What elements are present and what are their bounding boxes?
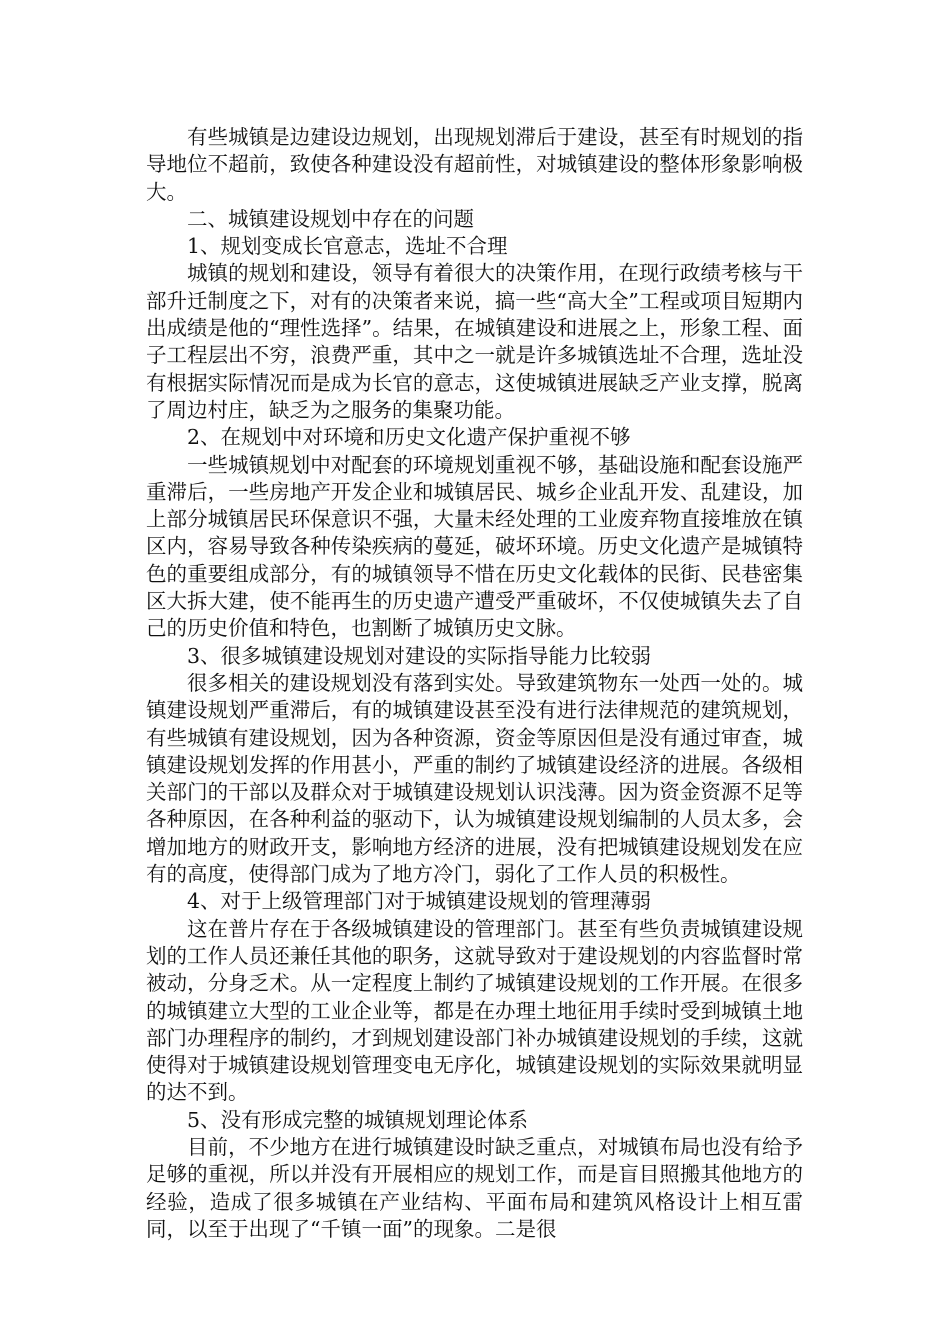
subsection-heading-4: 4、对于上级管理部门对于城镇建设规划的管理薄弱 — [187, 889, 652, 914]
subsection-heading-5: 5、没有形成完整的城镇规划理论体系 — [187, 1107, 529, 1132]
section-heading: 二、城镇建设规划中存在的问题 — [187, 206, 474, 231]
body-paragraph: 城镇的规划和建设，领导有着很大的决策作用，在现行政绩考核与干部升迁制度之下，对有的决策者来说，搞一些“高大全”工程或项目短期内出成绩是他的“理性选择”。结果，在城镇建设和进展之上，形象工程、面子工程层出不穷，浪费严重，其中之一就是许多城镇选址不合理，选址没有根据实际情况而是成为长官的意志，这使城镇进展缺乏产业支撑，脱离了周边村庄，缺乏为之服务的集聚功能。 — [146, 261, 803, 422]
subsection-heading-2: 2、在规划中对环境和历史文化遗产保护重视不够 — [187, 425, 631, 450]
subsection-heading-1: 1、规划变成长官意志，选址不合理 — [187, 234, 508, 259]
body-paragraph: 这在普片存在于各级城镇建设的管理部门。甚至有些负责城镇建设规划的工作人员还兼任其他的职务，这就导致对于建设规划的内容监督时常被动，分身乏术。从一定程度上制约了城镇建设规划的工作开展。在很多的城镇建立大型的工业企业等，都是在办理土地征用手续时受到城镇土地部门办理程序的制约，才到规划建设部门补办城镇建设规划的手续，这就使得对于城镇建设规划管理变电无序化，城镇建设规划的实际效果就明显的达不到。 — [146, 916, 803, 1105]
body-paragraph: 有些城镇是边建设边规划，出现规划滞后于建设，甚至有时规划的指导地位不超前，致使各种建设没有超前性，对城镇建设的整体形象影响极大。 — [146, 125, 803, 204]
body-paragraph: 很多相关的建设规划没有落到实处。导致建筑物东一处西一处的。城镇建设规划严重滞后，有的城镇建设甚至没有进行法律规范的建筑规划，有些城镇有建设规划，因为各种资源，资金等原因但是没有通过审查，城镇建设规划发挥的作用甚小，严重的制约了城镇建设经济的进展。各级相关部门的干部以及群众对于城镇建设规划认识浅薄。因为资金资源不足等各种原因，在各种利益的驱动下，认为城镇建设规划编制的人员太多，会增加地方的财政开支，影响地方经济的进展，没有把城镇建设规划发在应有的高度，使得部门成为了地方冷门，弱化了工作人员的积极性。 — [146, 670, 803, 887]
subsection-heading-3: 3、很多城镇建设规划对建设的实际指导能力比较弱 — [187, 643, 652, 668]
body-paragraph: 目前，不少地方在进行城镇建设时缺乏重点，对城镇布局也没有给予足够的重视，所以并没有开展相应的规划工作，而是盲目照搬其他地方的经验，造成了很多城镇在产业结构、平面布局和建筑风格设计上相互雷同，以至于出现了“千镇一面”的现象。二是很 — [146, 1134, 803, 1241]
document-page — [146, 124, 803, 1243]
body-paragraph: 一些城镇规划中对配套的环境规划重视不够，基础设施和配套设施严重滞后，一些房地产开发企业和城镇居民、城乡企业乱开发、乱建设，加上部分城镇居民环保意识不强，大量未经处理的工业废弃物直接堆放在镇区内，容易导致各种传染疾病的蔓延，破坏环境。历史文化遗产是城镇特色的重要组成部分，有的城镇领导不惜在历史文化载体的民街、民巷密集区大拆大建，使不能再生的历史遗产遭受严重破坏，不仅使城镇失去了自己的历史价值和特色，也割断了城镇历史文脉。 — [146, 452, 803, 641]
